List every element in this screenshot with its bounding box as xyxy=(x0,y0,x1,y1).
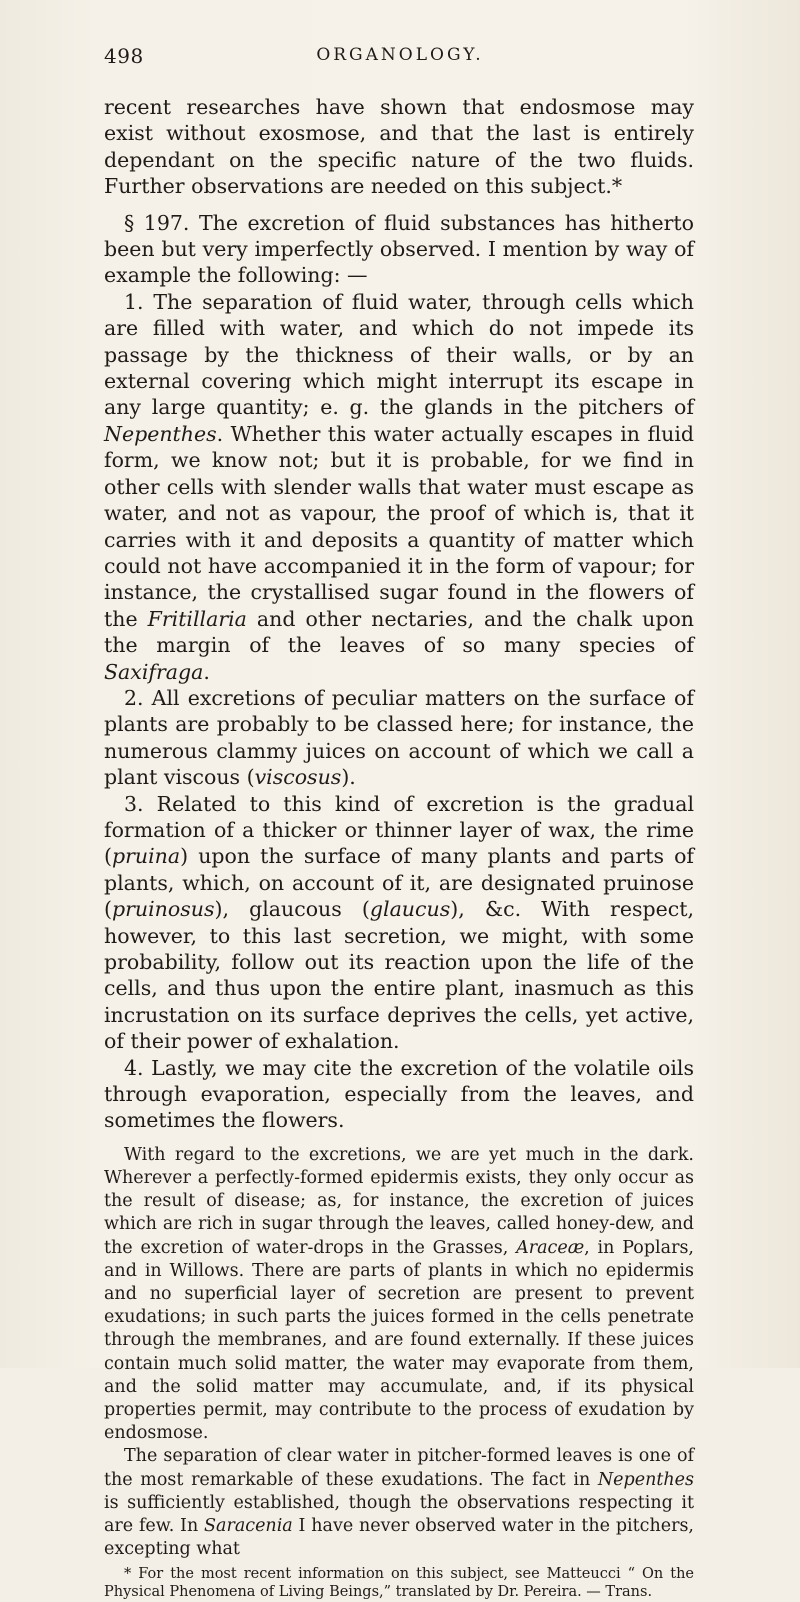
list-item-4: 4. Lastly, we may cite the excretion of the volatile oils through evaporation, especially from the leaves, and sometimes the flowers. xyxy=(104,1055,694,1133)
list-item-1: 1. The separation of fluid water, through cells which are filled with water, and which do not impede its passage by the thickness of their walls, or by an external covering which might interrupt its escape in any large quantity; e. g. the glands in the pitchers of Nepenthes. Whether this water actually escapes in fluid form, we know not; but it is probable, for we find in other cells with slender walls that water must escape as water, and not as vapour, the proof of which is, that it carries with it and deposits a quantity of matter which could not have accompanied it in the form of vapour; for instance, the crystallised sugar found in the flowers of the Fritillaria and other nectaries, and the chalk upon the margin of the leaves of so many species of Saxifraga. xyxy=(104,289,694,684)
footnote: * For the most recent information on this subject, see Matteucci “ On the Physical Phenomena of Living Beings,” translated by Dr. Pereira. — Trans. xyxy=(104,1565,694,1600)
italic-term: Fritillaria xyxy=(147,606,247,631)
italic-term: pruina xyxy=(112,844,181,869)
italic-term: Nepenthes xyxy=(104,421,217,446)
italic-term: viscosus xyxy=(254,765,342,790)
italic-term: Saracenia xyxy=(204,1516,293,1537)
list-item-3: 3. Related to this kind of excretion is the gradual formation of a thicker or thinner layer of wax, the rime (pruina) upon the surface of many plants and parts of plants, which, on account of it, are designated pruinose (pruinosus), glaucous (glaucus), &c. With respect, however, to this last secretion, we might, with some probability, follow out its reaction upon the life of the cells, and thus upon the entire plant, inasmuch as this incrustation on its surface deprives the cells, yet active, of their power of exhalation. xyxy=(104,791,694,1054)
italic-term: Nepenthes xyxy=(597,1469,694,1490)
page-number: 498 xyxy=(104,44,144,68)
paragraph-continuation: recent researches have shown that endosmose may exist without exosmose, and that the last is entirely dependant on the specific nature of the two fluids. Further observations are needed on this subject.* xyxy=(104,95,694,199)
list-item-2: 2. All excretions of peculiar matters on the surface of plants are probably to be classed here; for instance, the numerous clammy juices on account of which we call a plant viscous (viscosus). xyxy=(104,685,694,790)
italic-term: Araceæ xyxy=(516,1237,585,1258)
italic-term: glaucus xyxy=(369,897,451,922)
footnote-rule xyxy=(104,1562,694,1563)
running-title: ORGANOLOGY. xyxy=(316,45,484,65)
page-header xyxy=(0,44,800,74)
section-197-paragraph: § 197. The excretion of fluid substances has hitherto been but very imperfectly observed. I mention by way of example the following: — xyxy=(104,210,694,288)
page-body xyxy=(104,94,694,1602)
small-paragraph-excretions: With regard to the excretions, we are yet much in the dark. Wherever a perfectly-formed epidermis exists, they only occur as the result of disease; as, for instance, the excretion of juices which are rich in sugar through the leaves, called honey-dew, and the excretion of water-drops in the Grasses, Araceæ, in Poplars, and in Willows. There are parts of plants in which no epidermis and no superficial layer of secretion are present to prevent exudations; in such parts the juices formed in the cells penetrate through the membranes, and are found externally. If these juices contain much solid matter, the water may evaporate from them, and the solid matter may accumulate, and, if its physical properties permit, may contribute to the process of exudation by endosmose. xyxy=(104,1144,694,1444)
small-paragraph-pitchers: The separation of clear water in pitcher-formed leaves is one of the most remarkable of these exudations. The fact in Nepenthes is sufficiently established, though the observations respecting it are few. In Saracenia I have never observed water in the pitchers, excepting what xyxy=(104,1446,694,1560)
italic-term: pruinosus xyxy=(112,897,215,922)
italic-term: Saxifraga xyxy=(104,659,204,684)
